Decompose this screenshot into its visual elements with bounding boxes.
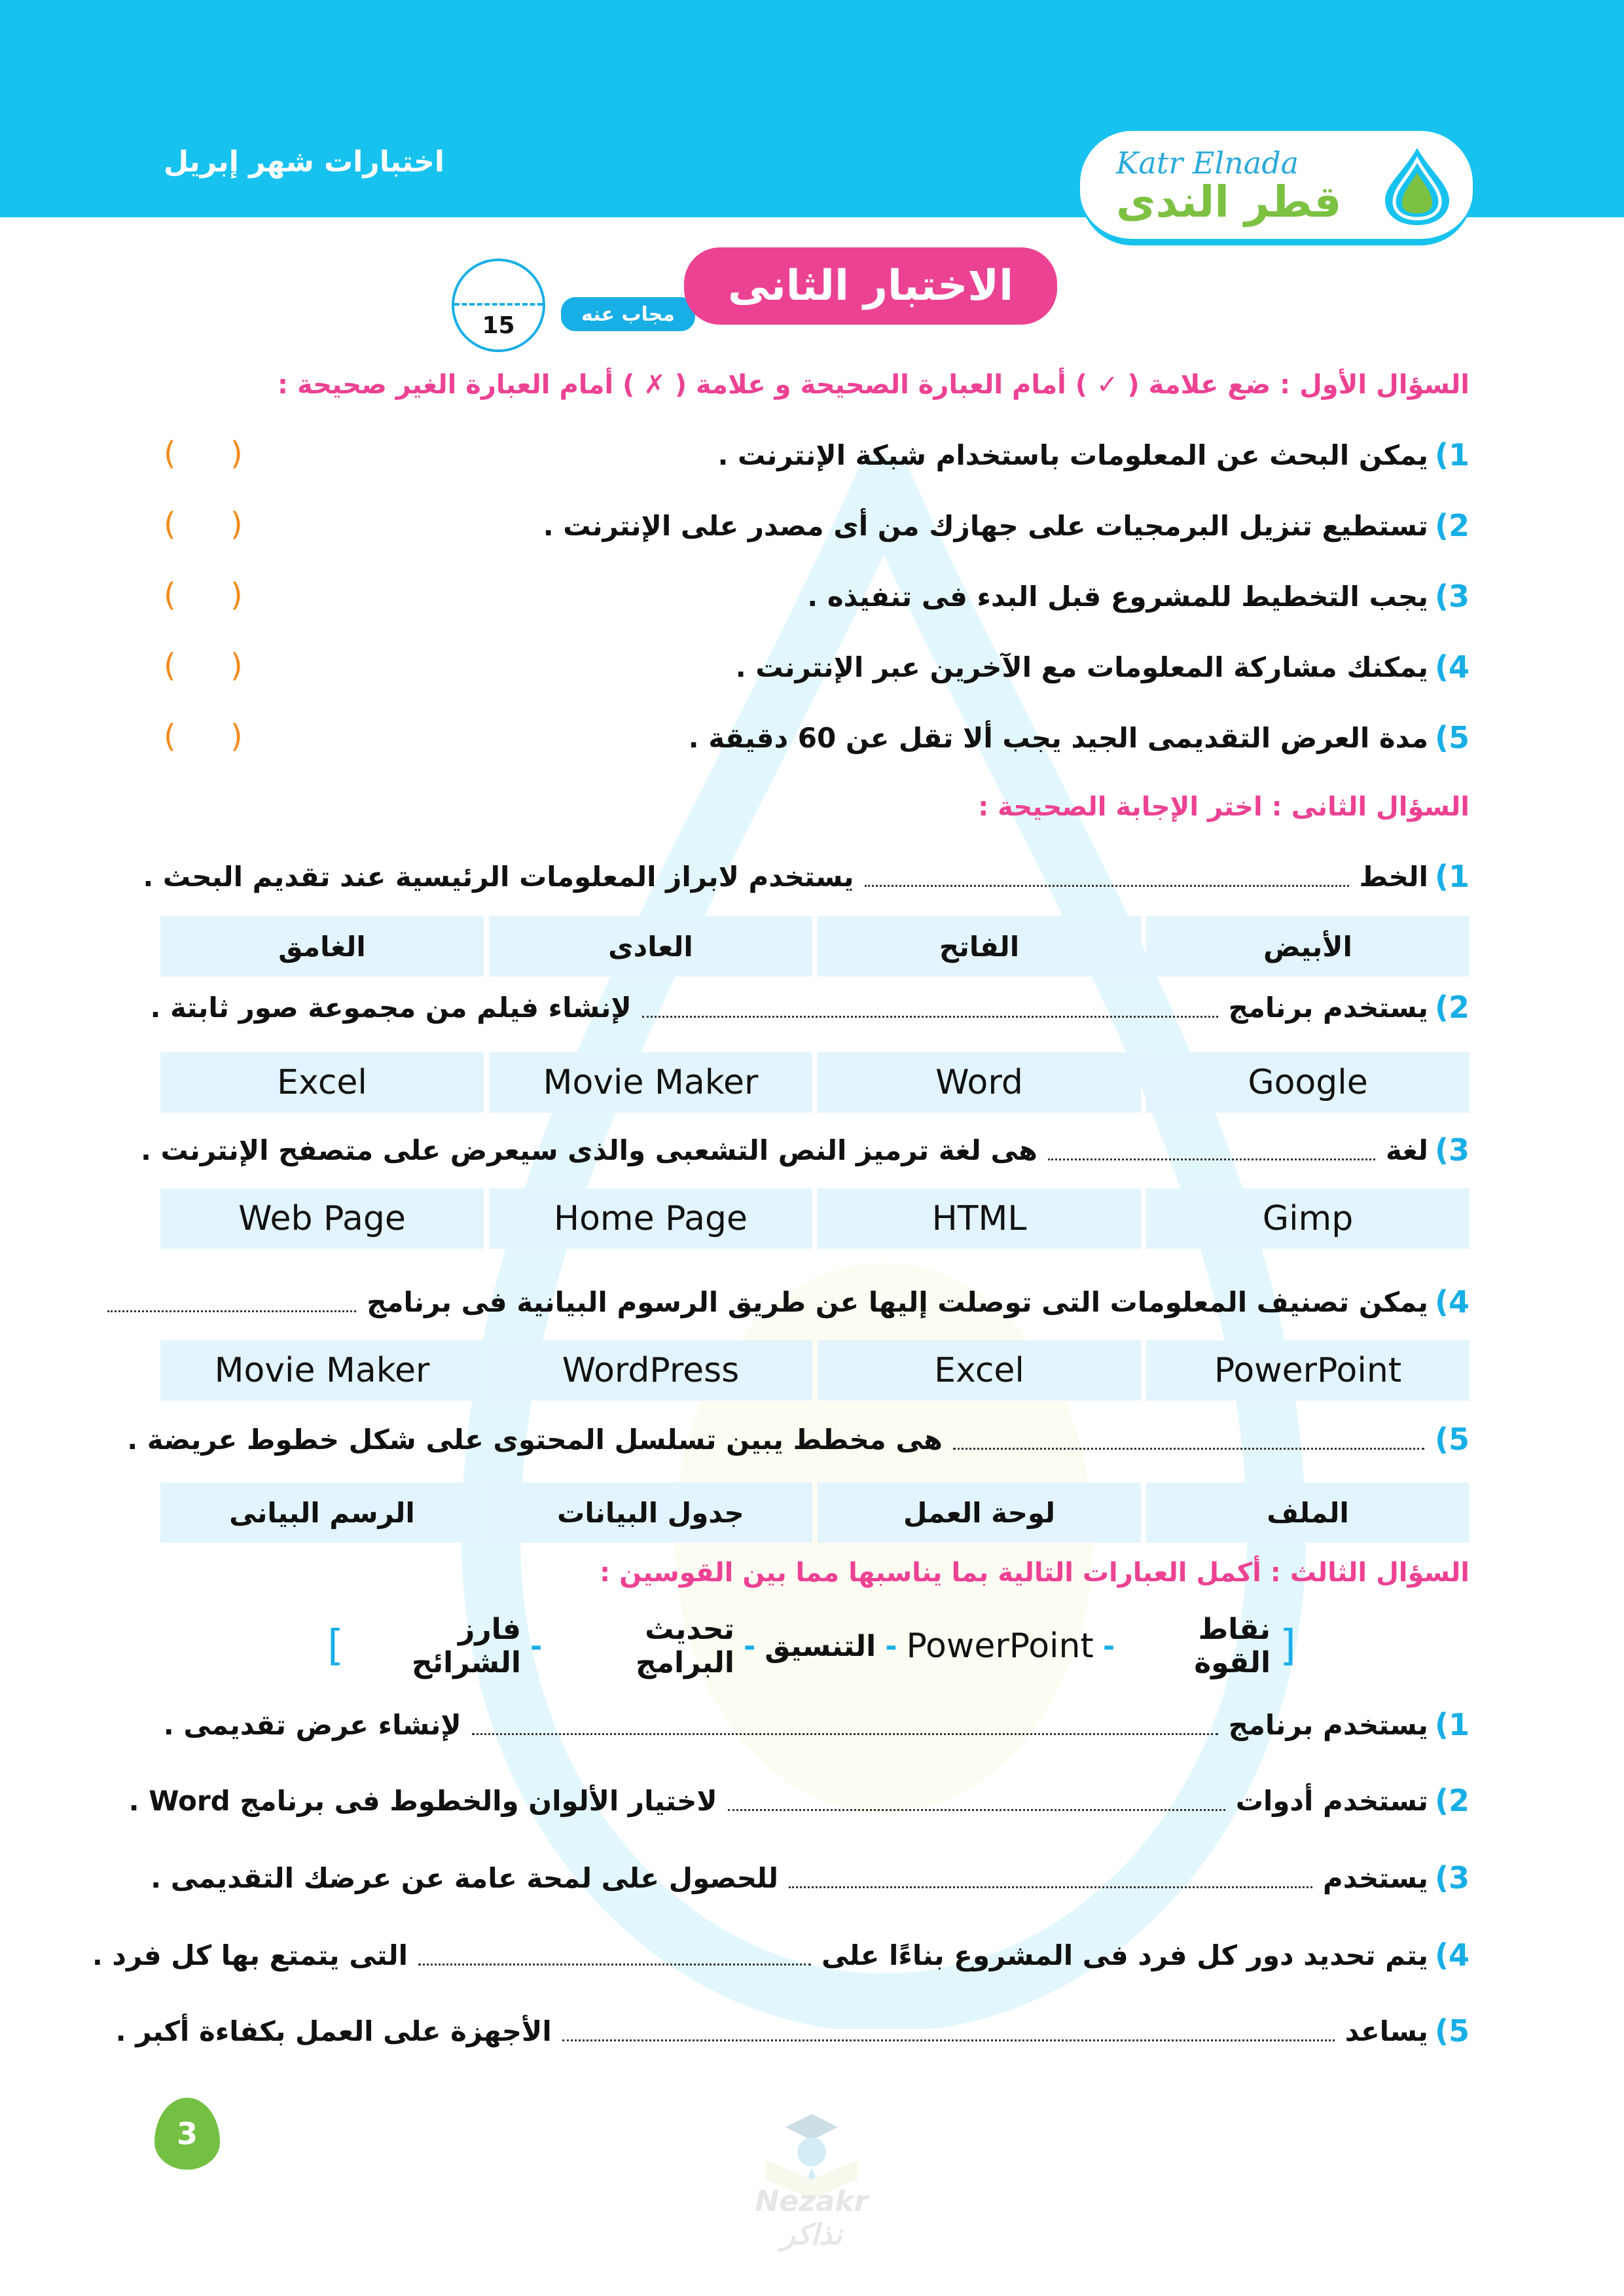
q2-item (141, 1132, 1470, 1168)
q3-item (129, 1783, 1470, 1818)
option[interactable]: الرسم البيانى (160, 1482, 484, 1543)
logo-latin-text: Katr Elnada (1116, 145, 1299, 181)
item-number: 5) (1434, 2013, 1470, 2049)
option[interactable]: Web Page (160, 1189, 484, 1249)
item-number: 5) (1434, 720, 1470, 755)
stem-after: لإنشاء عرض تقديمى . (163, 1708, 461, 1741)
stem-after: لاختيار الألوان والخطوط فى برنامج Word . (128, 1784, 717, 1817)
answer-blank[interactable] (562, 2021, 1335, 2041)
q1-item (717, 437, 1470, 473)
answer-brackets[interactable]: ( ) (164, 718, 265, 755)
statement-text: مدة العرض التقديمى الجيد يجب ألا تقل عن 60 دقيقة . (688, 721, 1428, 754)
option[interactable]: WordPress (489, 1340, 812, 1401)
q2-item (103, 1284, 1470, 1319)
option[interactable]: الأبيض (1146, 916, 1470, 977)
item-number: 2) (1434, 508, 1470, 543)
option[interactable]: الفاتح (818, 916, 1141, 977)
q1-item (689, 720, 1470, 755)
word-bank-item: PowerPoint (906, 1626, 1094, 1666)
header-title: اختبارات شهر إبريل (164, 145, 444, 179)
page-number-badge: 3 (154, 2098, 220, 2170)
answer-blank[interactable] (789, 1868, 1312, 1888)
q2-options (160, 1340, 1470, 1401)
option[interactable]: Excel (818, 1340, 1141, 1401)
stem-before: يمكن تصنيف المعلومات التى توصلت إليها عن طريق الرسوم البيانية فى برنامج (367, 1285, 1428, 1318)
statement-text: تستطيع تنزيل البرمجيات على جهازك من أى مصدر على الإنترنت . (543, 509, 1428, 542)
item-number: 2) (1434, 1783, 1470, 1818)
q2-item (150, 990, 1470, 1025)
q3-item (116, 2013, 1470, 2049)
option[interactable]: جدول البيانات (489, 1482, 812, 1543)
q2-options (160, 916, 1470, 977)
bracket-open: [ (1280, 1622, 1296, 1670)
stem-before: يستخدم برنامج (1228, 1708, 1428, 1741)
item-number: 4) (1434, 1937, 1470, 1973)
score-divider (454, 303, 543, 306)
option[interactable]: الغامق (160, 916, 484, 977)
bracket-close: ] (327, 1622, 344, 1670)
answer-blank[interactable] (107, 1292, 356, 1312)
option[interactable]: لوحة العمل (818, 1482, 1141, 1543)
q2-options (160, 1189, 1470, 1249)
item-number: 1) (1434, 437, 1470, 473)
option[interactable]: Gimp (1146, 1189, 1470, 1249)
option[interactable]: الملف (1146, 1482, 1470, 1543)
q1-item (807, 579, 1470, 614)
item-number: 3) (1434, 1132, 1470, 1168)
option[interactable]: Word (818, 1052, 1141, 1113)
stem-before: يتم تحديد دور كل فرد فى المشروع بناءًا على (821, 1939, 1428, 1971)
word-bank-item: التنسيق (765, 1629, 876, 1663)
q3-heading: السؤال الثالث : أكمل العبارات التالية بما يناسبها مما بين القوسين : (600, 1558, 1470, 1588)
item-number: 1) (1434, 859, 1470, 894)
item-number: 4) (1434, 1284, 1470, 1319)
option[interactable]: PowerPoint (1146, 1340, 1470, 1401)
q1-heading: السؤال الأول : ضع علامة ( ✓ ) أمام العبارة الصحيحة و علامة ( ✗ ) أمام العبارة الغير صحيحة : (278, 370, 1470, 400)
word-bank-item: تحديث البرامج (636, 1613, 735, 1679)
answer-brackets[interactable]: ( ) (164, 506, 265, 543)
answer-blank[interactable] (953, 1429, 1424, 1450)
stem-after: الأجهزة على العمل بكفاءة أكبر . (115, 2015, 552, 2047)
answer-blank[interactable] (1048, 1140, 1375, 1160)
answer-blank[interactable] (418, 1945, 811, 1965)
footer-brand-logo (720, 2108, 903, 2265)
item-number: 3) (1434, 579, 1470, 614)
q3-item (92, 1937, 1470, 1973)
statement-text: يجب التخطيط للمشروع قبل البدء فى تنفيذه . (807, 580, 1428, 613)
stem-after: هى مخطط يبين تسلسل المحتوى على شكل خطوط عريضة . (127, 1423, 943, 1456)
answered-badge: مجاب عنه (558, 295, 698, 334)
option[interactable]: العادى (489, 916, 812, 977)
item-number: 2) (1434, 990, 1470, 1025)
q1-item (736, 649, 1470, 685)
option[interactable]: Google (1146, 1052, 1470, 1113)
stem-before: الخط (1359, 860, 1428, 893)
score-box (452, 259, 545, 352)
answer-blank[interactable] (728, 1791, 1225, 1811)
separator: - (530, 1629, 543, 1663)
stem-after: لإنشاء فيلم من مجموعة صور ثابتة . (150, 991, 632, 1024)
q3-item (151, 1860, 1470, 1895)
statement-text: يمكنك مشاركة المعلومات مع الآخرين عبر الإنترنت . (735, 651, 1428, 683)
separator: - (1102, 1629, 1115, 1663)
q2-item (143, 859, 1470, 894)
option[interactable]: Movie Maker (160, 1340, 484, 1401)
q1-item (543, 508, 1470, 543)
item-number: 5) (1434, 1422, 1470, 1457)
item-number: 4) (1434, 649, 1470, 685)
stem-after: التى يتمتع بها كل فرد . (92, 1939, 408, 1971)
option[interactable]: Home Page (489, 1189, 812, 1249)
answer-blank[interactable] (865, 867, 1349, 887)
stem-after: يستخدم لابراز المعلومات الرئيسية عند تقديم البحث . (143, 860, 854, 893)
option[interactable]: Movie Maker (489, 1052, 812, 1113)
q3-item (164, 1707, 1470, 1742)
q2-options (160, 1482, 1470, 1543)
option[interactable]: HTML (818, 1189, 1141, 1249)
q2-item (127, 1422, 1470, 1457)
answer-brackets[interactable]: ( ) (164, 577, 265, 613)
item-number: 3) (1434, 1860, 1470, 1895)
stem-before: تستخدم أدوات (1235, 1784, 1428, 1817)
q2-options (160, 1052, 1470, 1113)
answer-blank[interactable] (472, 1715, 1218, 1735)
item-number: 1) (1434, 1707, 1470, 1742)
answer-brackets[interactable]: ( ) (164, 435, 265, 472)
separator: - (885, 1629, 897, 1663)
word-bank-item: فارز الشرائح (411, 1613, 521, 1679)
stem-before: يساعد (1344, 2015, 1428, 2047)
option[interactable]: Excel (160, 1052, 484, 1113)
stem-after: هى لغة ترميز النص التشعبى والذى سيعرض على متصفح الإنترنت . (140, 1134, 1038, 1166)
stem-before: يستخدم برنامج (1228, 991, 1428, 1024)
answer-brackets[interactable]: ( ) (164, 647, 265, 684)
brand-logo (1080, 131, 1473, 244)
total-score: 15 (482, 312, 515, 339)
q2-heading: السؤال الثانى : اختر الإجابة الصحيحة : (978, 792, 1470, 822)
statement-text: يمكن البحث عن المعلومات باستخدام شبكة الإنترنت . (717, 439, 1428, 471)
answer-blank[interactable] (642, 997, 1218, 1018)
logo-arabic-text: قطر الندى (1116, 177, 1342, 227)
stem-after: للحصول على لمحة عامة عن عرضك التقديمى . (151, 1861, 778, 1894)
stem-before: يستخدم (1322, 1861, 1428, 1894)
separator: - (744, 1629, 756, 1663)
water-drop-icon (1381, 145, 1453, 227)
exam-title: الاختبار الثانى (684, 247, 1057, 325)
word-bank-item: نقاط القوة (1194, 1613, 1271, 1679)
stem-before: لغة (1386, 1134, 1428, 1166)
word-bank (327, 1613, 1296, 1679)
footer-brand-text: Nezakr نذاكر (755, 2185, 869, 2251)
